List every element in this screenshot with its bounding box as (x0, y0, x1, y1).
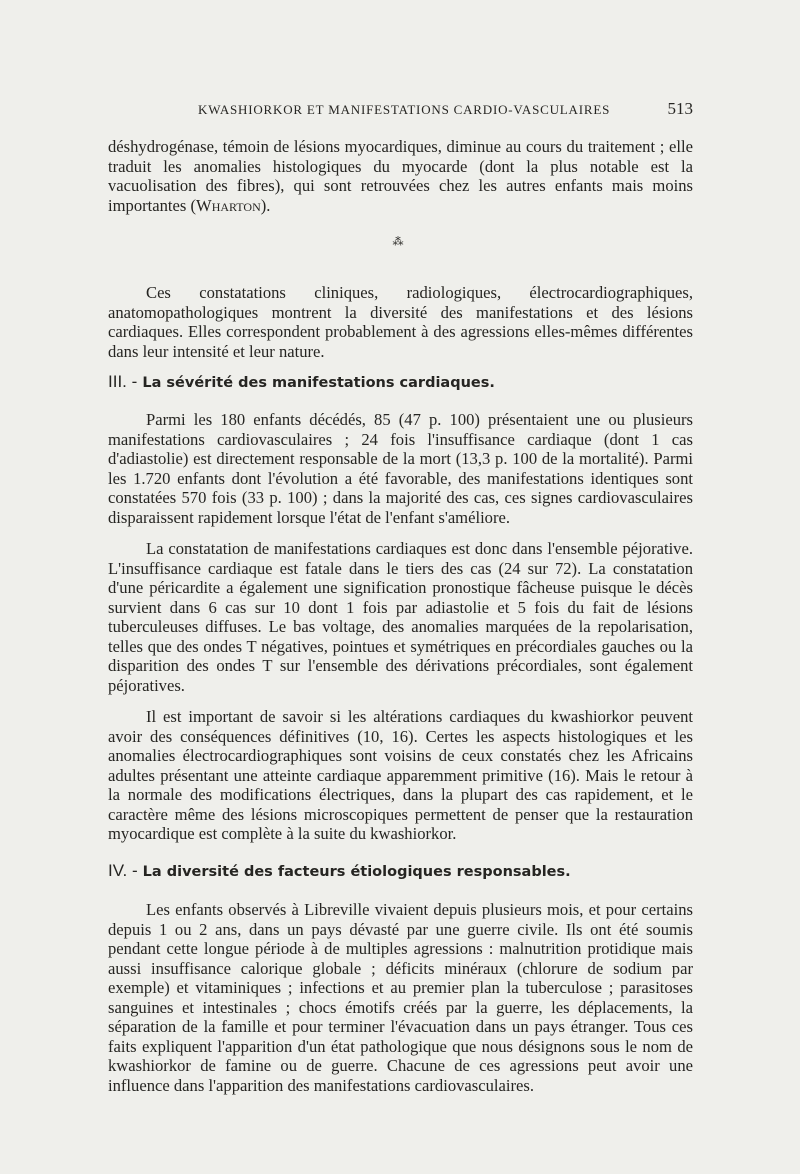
paragraph: Parmi les 180 enfants décédés, 85 (47 p. 100) présentaient une ou plusieurs manifestations cardiovasculaires ; 24 fois l'insuffisance cardiaque (dont 1 cas d'adiastolie) est directement responsable de la mort (13,3 p. 100 de la mortalité). Parmi les 1.720 enfants dont l'évolution a été favorable, des manifestations identiques sont constatées 570 fois (33 p. 100) ; dans la majorité des cas, ces signes cardiovasculaires disparaissent rapidement lorsque l'état de l'enfant s'améliore. (108, 410, 693, 527)
paragraph: Les enfants observés à Libreville vivaient depuis plusieurs mois, et pour certains depuis 1 ou 2 ans, dans un pays dévasté par une guerre civile. Ils ont été soumis pendant cette longue période à de multiples agressions : malnutrition protidique mais aussi insuffisance calorique globale ; déficits minéraux (chlorure de sodium par exemple) et vitaminiques ; infections et au premier plan la tuberculose ; parasitoses sanguines et intestinales ; chocs émotifs créés par la guerre, les déplacements, la séparation de la famille et pour terminer l'évacuation dans un pays étranger. Tous ces faits expliquent l'apparition d'un état pathologique que nous désignons sous le nom de kwashiorkor de famine ou de guerre. Chacune de ces agressions peut avoir une influence dans l'apparition des manifestations cardiovasculaires. (108, 900, 693, 1095)
section-4-body (108, 900, 693, 1095)
conclusion-text: Ces constatations cliniques, radiologiques, électrocardiographiques, anatomopathologiques montrent la diversité des manifestations et des lésions cardiaques. Elles correspondent probablement à des agressions elles-mêmes différentes dans leur intensité et leur nature. (108, 283, 693, 361)
section-number-4: IV. - (108, 861, 138, 880)
section-title-4: La diversité des facteurs étiologiques responsables. (142, 864, 571, 880)
conclusion-paragraph (108, 283, 693, 361)
intro-citation: Wharton (196, 195, 261, 215)
running-title: KWASHIORKOR ET MANIFESTATIONS CARDIO-VASCULAIRES (198, 102, 611, 117)
section-heading-3 (108, 372, 693, 392)
paragraph: Il est important de savoir si les altérations cardiaques du kwashiorkor peuvent avoir des conséquences définitives (10, 16). Certes les aspects histologiques et les anomalies électrocardiographiques sont voisins de ceux constatés chez les Africains adultes présentant une atteinte cardiaque apparemment primitive (16). Mais le retour à la normale des modifications électriques, dans la plupart des cas rapidement, et le caractère même des lésions microscopiques permettent de penser que la restauration myocardique est complète à la suite du kwashiorkor. (108, 707, 693, 843)
section-number-3: III. - (108, 372, 138, 391)
intro-end: ). (260, 195, 271, 215)
section-3-body (108, 410, 693, 844)
page-number: 513 (667, 99, 693, 118)
intro-paragraph (108, 137, 693, 215)
asterism-separator: ⁂ (392, 236, 404, 248)
section-heading-4 (108, 861, 693, 881)
intro-text: déshydrogénase, témoin de lésions myocardiques, diminue au cours du traitement ; elle traduit les anomalies histologiques du myocarde (dont la plus notable est la vacuolisation des fibres), qui sont retrouvées chez les autres enfants mais moins importantes ( (108, 137, 693, 215)
running-header (198, 99, 693, 119)
paragraph: La constatation de manifestations cardiaques est donc dans l'ensemble péjorative. L'insuffisance cardiaque est fatale dans le tiers des cas (24 sur 72). La constatation d'une péricardite a également une signification pronostique fâcheuse puisque le décès survient dans 6 cas sur 10 dont 1 fois par adiastolie et 5 fois du fait de lésions tuberculeuses diffuses. Le bas voltage, des anomalies marquées de la repolarisation, telles que des ondes T négatives, pointues et symétriques en précordiales gauches ou la disparition des ondes T sur l'ensemble des dérivations précordiales, sont également péjoratives. (108, 539, 693, 695)
section-title-3: La sévérité des manifestations cardiaques. (142, 375, 495, 391)
